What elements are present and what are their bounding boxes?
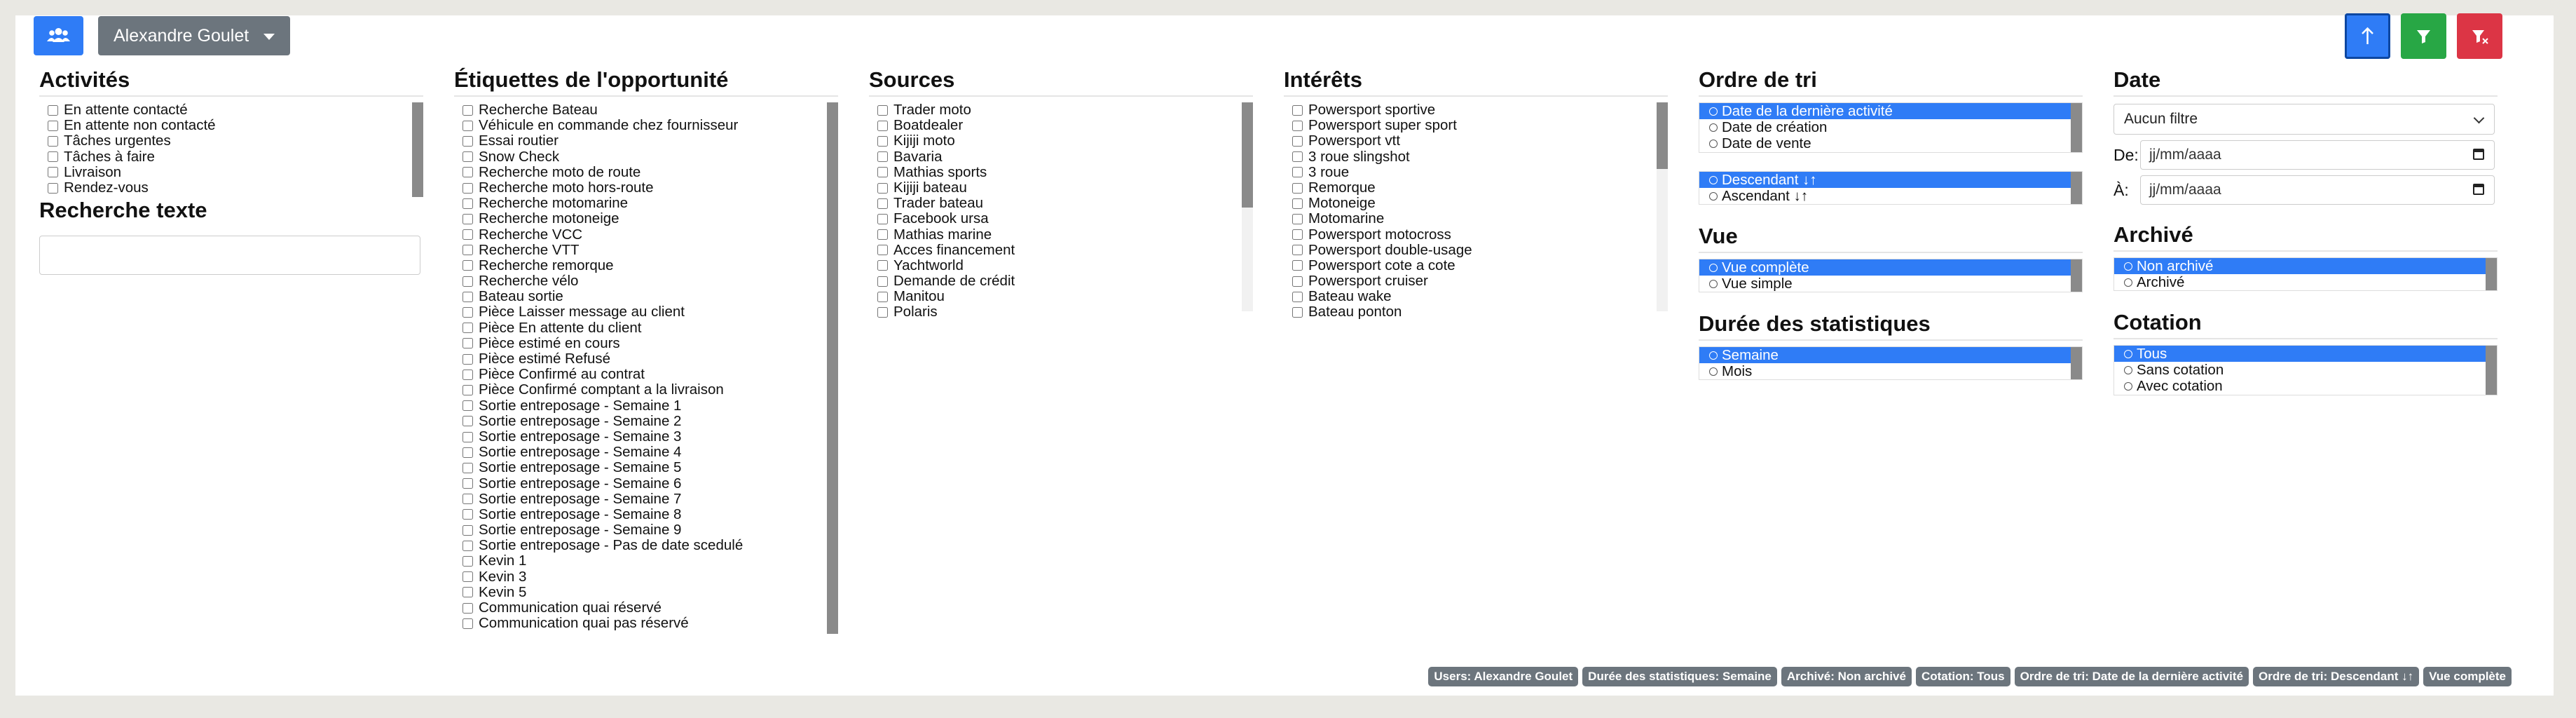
opportunity-tag-checkbox[interactable] (463, 587, 473, 597)
interest-checkbox[interactable] (1292, 292, 1303, 302)
view-select[interactable] (1699, 259, 2083, 292)
interest-label: 3 roue (1308, 163, 1350, 180)
interest-checkbox[interactable] (1292, 167, 1303, 177)
users-button[interactable] (34, 16, 83, 55)
source-checkbox[interactable] (877, 214, 888, 224)
interest-label: Powersport cruiser (1308, 273, 1428, 290)
interest-checkbox[interactable] (1292, 307, 1303, 318)
source-checkbox[interactable] (877, 260, 888, 271)
interest-item[interactable] (1284, 165, 1668, 180)
opportunity-tag-item[interactable] (454, 367, 838, 382)
activities-scrollbar[interactable] (412, 102, 423, 197)
stats-duration-title: Durée des statistiques (1699, 311, 2083, 341)
source-item[interactable] (869, 165, 1253, 180)
activity-item[interactable] (39, 133, 423, 149)
opportunity-tag-checkbox[interactable] (463, 307, 473, 318)
archived-title: Archivé (2113, 222, 2498, 252)
source-item[interactable] (869, 273, 1253, 289)
source-item[interactable] (869, 133, 1253, 149)
opportunity-tag-checkbox[interactable] (463, 541, 473, 551)
calendar-icon[interactable] (2473, 184, 2484, 195)
opportunity-tag-item[interactable] (454, 102, 838, 118)
opportunity-tag-item[interactable] (454, 553, 838, 569)
sort-direction-scrollbar[interactable] (2071, 172, 2082, 204)
calendar-icon[interactable] (2473, 149, 2484, 160)
archived-scrollbar[interactable] (2486, 258, 2497, 290)
interest-checkbox[interactable] (1292, 245, 1303, 255)
source-label: Demande de crédit (893, 273, 1015, 290)
opportunity-tag-label: Pièce Confirmé comptant a la livraison (479, 381, 724, 398)
activity-label: En attente non contacté (64, 117, 216, 134)
opportunity-tag-item[interactable] (454, 429, 838, 445)
activity-item[interactable] (39, 165, 423, 180)
interest-checkbox[interactable] (1292, 136, 1303, 147)
activity-label: Livraison (64, 163, 122, 180)
activity-item[interactable] (39, 180, 423, 196)
quotation-option[interactable]: Tous (2114, 346, 2497, 362)
source-checkbox[interactable] (877, 245, 888, 255)
opportunity-tag-label: Sortie entreposage - Semaine 6 (479, 475, 682, 492)
opportunity-tags-column (454, 67, 838, 634)
opportunity-tag-label: Sortie entreposage - Semaine 1 (479, 397, 682, 414)
interest-checkbox[interactable] (1292, 151, 1303, 162)
opportunity-tag-item[interactable] (454, 320, 838, 336)
opportunity-tag-label: Sortie entreposage - Semaine 8 (479, 506, 682, 522)
sort-field-option[interactable]: Date de création (1699, 119, 2082, 135)
activity-item[interactable] (39, 149, 423, 165)
date-to-input[interactable]: jj/mm/aaaa (2140, 175, 2495, 205)
opportunity-tag-checkbox[interactable] (463, 385, 473, 395)
source-label: Mathias sports (893, 163, 987, 180)
interest-item[interactable] (1284, 196, 1668, 211)
archived-option[interactable]: Non archivé (2114, 258, 2497, 274)
interest-label: Bateau ponton (1308, 304, 1402, 320)
date-filter-select[interactable] (2113, 104, 2495, 135)
filter-badge[interactable]: Durée des statistiques: Semaine (1582, 667, 1777, 686)
opportunity-tag-item[interactable] (454, 243, 838, 258)
opportunity-tag-item[interactable] (454, 165, 838, 180)
source-checkbox[interactable] (877, 167, 888, 177)
interest-checkbox[interactable] (1292, 260, 1303, 271)
source-item[interactable] (869, 304, 1253, 320)
opportunity-tag-item[interactable] (454, 476, 838, 492)
quotation-title: Cotation (2113, 309, 2498, 339)
source-label: Kijiji bateau (893, 179, 967, 196)
sort-field-select[interactable] (1699, 102, 2083, 153)
date-from-label: De: (2113, 145, 2139, 164)
text-search-input[interactable] (39, 236, 420, 275)
opportunity-tag-checkbox[interactable] (463, 603, 473, 614)
sort-field-option[interactable]: Date de vente (1699, 135, 2082, 151)
opportunity-tag-checkbox[interactable] (463, 198, 473, 209)
opportunity-tag-checkbox[interactable] (463, 525, 473, 536)
opportunity-tag-item[interactable] (454, 149, 838, 165)
opportunity-tag-checkbox[interactable] (463, 338, 473, 348)
source-checkbox[interactable] (877, 292, 888, 302)
quotation-select[interactable] (2113, 345, 2498, 395)
interest-label: Powersport double-usage (1308, 241, 1472, 258)
archived-option[interactable]: Archivé (2114, 274, 2497, 290)
interest-label: Powersport vtt (1308, 133, 1401, 149)
opportunity-tag-checkbox[interactable] (463, 214, 473, 224)
interest-item[interactable] (1284, 180, 1668, 196)
opportunity-tag-checkbox[interactable] (463, 571, 473, 582)
filter-badge[interactable]: Ordre de tri: Date de la dernière activité (2015, 667, 2249, 686)
chevron-down-icon (2474, 113, 2485, 124)
opportunity-tag-checkbox[interactable] (463, 276, 473, 287)
opportunity-tag-checkbox[interactable] (463, 292, 473, 302)
date-from-input[interactable]: jj/mm/aaaa (2140, 140, 2495, 170)
interest-checkbox[interactable] (1292, 183, 1303, 194)
opportunity-tag-label: Sortie entreposage - Semaine 2 (479, 412, 682, 429)
opportunity-tag-item[interactable] (454, 258, 838, 273)
opportunity-tag-label: Recherche Bateau (479, 102, 598, 118)
opportunity-tag-label: Recherche motomarine (479, 195, 629, 212)
opportunity-tag-item[interactable] (454, 304, 838, 320)
quotation-scrollbar[interactable] (2486, 346, 2497, 395)
interest-item[interactable] (1284, 243, 1668, 258)
activity-checkbox[interactable] (48, 121, 58, 131)
opportunity-tag-checkbox[interactable] (463, 478, 473, 489)
quotation-option[interactable]: Avec cotation (2114, 378, 2497, 394)
sort-up-button[interactable] (2345, 13, 2390, 59)
interest-label: Powersport super sport (1308, 117, 1457, 134)
interest-item[interactable] (1284, 211, 1668, 226)
opportunity-tag-label: Pièce En attente du client (479, 319, 642, 336)
opportunity-tags-scrollbar[interactable] (827, 102, 838, 634)
opportunity-tag-label: Sortie entreposage - Semaine 9 (479, 522, 682, 538)
filter-clear-icon (2457, 13, 2502, 59)
opportunity-tag-item[interactable] (454, 351, 838, 367)
opportunity-tag-label: Communication quai pas réservé (479, 615, 689, 632)
interest-item[interactable] (1284, 102, 1668, 118)
user-select-dropdown[interactable] (98, 16, 290, 55)
opportunity-tag-label: Pièce estimé en cours (479, 334, 620, 351)
filter-badge[interactable]: Ordre de tri: Descendant ↓↑ (2253, 667, 2419, 686)
activities-column (39, 67, 423, 275)
opportunity-tag-checkbox[interactable] (463, 509, 473, 520)
interest-item[interactable] (1284, 304, 1668, 320)
filter-badge[interactable]: Vue complète (2423, 667, 2512, 686)
opportunity-tag-checkbox[interactable] (463, 245, 473, 255)
opportunity-tag-label: Recherche motoneige (479, 210, 619, 227)
opportunity-tag-label: Recherche moto hors-route (479, 179, 654, 196)
opportunity-tag-label: Recherche vélo (479, 273, 579, 290)
sources-title: Sources (869, 67, 1253, 97)
source-label: Yachtworld (893, 257, 964, 273)
sort-column (1699, 67, 2083, 380)
active-filters (1428, 667, 2512, 686)
activity-label: En attente contacté (64, 102, 188, 118)
source-label: Kijiji moto (893, 133, 955, 149)
source-item[interactable] (869, 289, 1253, 304)
opportunity-tag-label: Kevin 3 (479, 568, 527, 585)
opportunity-tag-label: Kevin 5 (479, 583, 527, 600)
activity-item[interactable] (39, 102, 423, 118)
filter-icon (2401, 13, 2446, 59)
opportunity-tag-item[interactable] (454, 196, 838, 211)
activity-checkbox[interactable] (48, 183, 58, 194)
interest-label: Powersport cote a cote (1308, 257, 1455, 273)
sources-scrollbar[interactable] (1242, 102, 1253, 311)
filter-badge[interactable]: Archivé: Non archivé (1781, 667, 1912, 686)
opportunity-tag-checkbox[interactable] (463, 354, 473, 365)
sort-field-option[interactable]: Date de la dernière activité (1699, 103, 2082, 119)
opportunity-tag-item[interactable] (454, 398, 838, 414)
source-item[interactable] (869, 227, 1253, 243)
opportunity-tag-checkbox[interactable] (463, 136, 473, 147)
quotation-option[interactable]: Sans cotation (2114, 362, 2497, 378)
view-option[interactable]: Vue complète (1699, 259, 2082, 276)
source-item[interactable] (869, 211, 1253, 226)
sort-direction-option[interactable]: Descendant ↓↑ (1699, 172, 2082, 188)
opportunity-tag-label: Sortie entreposage - Semaine 5 (479, 459, 682, 476)
interest-checkbox[interactable] (1292, 105, 1303, 116)
opportunity-tag-item[interactable] (454, 414, 838, 429)
opportunity-tag-item[interactable] (454, 585, 838, 600)
opportunity-tag-label: Recherche VTT (479, 241, 580, 258)
opportunity-tag-label: Sortie entreposage - Pas de date scedulé (479, 537, 744, 554)
interest-label: Motomarine (1308, 210, 1385, 227)
activity-checkbox[interactable] (48, 151, 58, 162)
date-to-label: À: (2113, 180, 2129, 199)
opportunity-tag-label: Snow Check (479, 148, 560, 165)
interest-label: 3 roue slingshot (1308, 148, 1410, 165)
source-item[interactable] (869, 180, 1253, 196)
opportunity-tag-item[interactable] (454, 382, 838, 398)
interests-list[interactable] (1284, 102, 1668, 320)
source-item[interactable] (869, 149, 1253, 165)
interest-checkbox[interactable] (1292, 121, 1303, 131)
opportunity-tags-list[interactable] (454, 102, 838, 634)
opportunity-tag-label: Recherche remorque (479, 257, 614, 273)
opportunity-tag-item[interactable] (454, 227, 838, 243)
interest-item[interactable] (1284, 133, 1668, 149)
source-item[interactable] (869, 102, 1253, 118)
interest-checkbox[interactable] (1292, 198, 1303, 209)
source-checkbox[interactable] (877, 229, 888, 240)
source-item[interactable] (869, 258, 1253, 273)
interest-label: Motoneige (1308, 195, 1376, 212)
interest-item[interactable] (1284, 273, 1668, 289)
opportunity-tag-checkbox[interactable] (463, 105, 473, 116)
sort-direction-option[interactable]: Ascendant ↓↑ (1699, 188, 2082, 204)
opportunity-tag-item[interactable] (454, 507, 838, 522)
source-label: Facebook ursa (893, 210, 989, 227)
source-checkbox[interactable] (877, 276, 888, 287)
opportunity-tag-label: Recherche moto de route (479, 163, 641, 180)
opportunity-tag-label: Essai routier (479, 133, 559, 149)
opportunity-tag-checkbox[interactable] (463, 556, 473, 567)
opportunity-tag-checkbox[interactable] (463, 167, 473, 177)
opportunity-tag-label: Sortie entreposage - Semaine 7 (479, 490, 682, 507)
apply-filter-button[interactable] (2401, 13, 2446, 59)
source-item[interactable] (869, 196, 1253, 211)
view-title: Vue (1699, 223, 2083, 253)
opportunity-tag-item[interactable] (454, 273, 838, 289)
opportunity-tag-label: Kevin 1 (479, 553, 527, 569)
interest-item[interactable] (1284, 258, 1668, 273)
source-label: Acces financement (893, 241, 1015, 258)
interest-checkbox[interactable] (1292, 214, 1303, 224)
interest-checkbox[interactable] (1292, 276, 1303, 287)
filter-badge[interactable]: Cotation: Tous (1916, 667, 2010, 686)
stats-duration-option[interactable]: Mois (1699, 363, 2082, 379)
opportunity-tag-item[interactable] (454, 569, 838, 585)
date-filter-value: Aucun filtre (2124, 111, 2198, 127)
source-checkbox[interactable] (877, 121, 888, 131)
opportunity-tag-item[interactable] (454, 133, 838, 149)
source-item[interactable] (869, 243, 1253, 258)
activity-checkbox[interactable] (48, 105, 58, 116)
interest-checkbox[interactable] (1292, 229, 1303, 240)
source-label: Trader moto (893, 102, 971, 118)
source-label: Bavaria (893, 148, 943, 165)
opportunity-tag-label: Véhicule en commande chez fournisseur (479, 117, 739, 134)
opportunity-tag-checkbox[interactable] (463, 323, 473, 333)
view-scrollbar[interactable] (2071, 259, 2082, 292)
source-checkbox[interactable] (877, 183, 888, 194)
clear-filter-button[interactable] (2457, 13, 2502, 59)
source-label: Boatdealer (893, 117, 964, 134)
opportunity-tag-item[interactable] (454, 600, 838, 616)
activity-checkbox[interactable] (48, 167, 58, 177)
sources-list[interactable] (869, 102, 1253, 320)
date-to-row (2113, 175, 2498, 205)
caret-down-icon (263, 34, 275, 40)
source-label: Trader bateau (893, 195, 984, 212)
opportunity-tag-item[interactable] (454, 118, 838, 133)
interests-column (1284, 67, 1668, 320)
opportunity-tag-label: Pièce estimé Refusé (479, 351, 611, 367)
opportunity-tag-checkbox[interactable] (463, 229, 473, 240)
opportunity-tag-item[interactable] (454, 180, 838, 196)
source-checkbox[interactable] (877, 136, 888, 147)
interest-item[interactable] (1284, 118, 1668, 133)
opportunity-tag-checkbox[interactable] (463, 370, 473, 380)
interest-item[interactable] (1284, 149, 1668, 165)
opportunity-tag-checkbox[interactable] (463, 447, 473, 458)
filter-badge[interactable]: Users: Alexandre Goulet (1428, 667, 1578, 686)
opportunity-tag-item[interactable] (454, 289, 838, 304)
opportunity-tag-checkbox[interactable] (463, 416, 473, 426)
interest-item[interactable] (1284, 227, 1668, 243)
text-search-title: Recherche texte (39, 198, 207, 222)
opportunity-tag-checkbox[interactable] (463, 494, 473, 504)
opportunity-tag-label: Sortie entreposage - Semaine 4 (479, 444, 682, 461)
users-icon (34, 16, 83, 55)
interests-title: Intérêts (1284, 67, 1668, 97)
source-label: Polaris (893, 304, 938, 320)
opportunity-tag-item[interactable] (454, 538, 838, 553)
date-from-row (2113, 140, 2498, 170)
date-title: Date (2113, 67, 2498, 97)
opportunity-tags-title: Étiquettes de l'opportunité (454, 67, 838, 97)
view-option[interactable]: Vue simple (1699, 276, 2082, 292)
source-checkbox[interactable] (877, 198, 888, 209)
opportunity-tag-checkbox[interactable] (463, 432, 473, 442)
sort-order-title: Ordre de tri (1699, 67, 2083, 97)
opportunity-tag-item[interactable] (454, 492, 838, 507)
source-checkbox[interactable] (877, 151, 888, 162)
interest-item[interactable] (1284, 289, 1668, 304)
opportunity-tag-label: Recherche VCC (479, 226, 583, 243)
sources-column (869, 67, 1253, 320)
opportunity-tag-checkbox[interactable] (463, 183, 473, 194)
opportunity-tag-item[interactable] (454, 445, 838, 460)
source-item[interactable] (869, 118, 1253, 133)
activity-label: Tâches urgentes (64, 133, 171, 149)
sort-direction-select[interactable] (1699, 171, 2083, 205)
source-checkbox[interactable] (877, 307, 888, 318)
activity-label: Rendez-vous (64, 179, 149, 196)
opportunity-tag-label: Pièce Laisser message au client (479, 304, 685, 320)
opportunity-tag-checkbox[interactable] (463, 618, 473, 629)
opportunity-tag-item[interactable] (454, 522, 838, 538)
activities-list[interactable] (39, 102, 423, 197)
opportunity-tag-checkbox[interactable] (463, 121, 473, 131)
opportunity-tag-item[interactable] (454, 616, 838, 631)
sort-field-scrollbar[interactable] (2071, 103, 2082, 152)
source-label: Mathias marine (893, 226, 992, 243)
arrow-up-icon (2345, 13, 2390, 59)
interest-label: Powersport motocross (1308, 226, 1451, 243)
opportunity-tag-item[interactable] (454, 460, 838, 475)
opportunity-tag-item[interactable] (454, 336, 838, 351)
interest-label: Remorque (1308, 179, 1376, 196)
activity-checkbox[interactable] (48, 136, 58, 147)
opportunity-tag-label: Pièce Confirmé au contrat (479, 366, 645, 383)
interest-label: Powersport sportive (1308, 102, 1436, 118)
opportunity-tag-label: Communication quai réservé (479, 600, 662, 616)
user-select-label: Alexandre Goulet (114, 26, 249, 46)
stats-duration-option[interactable]: Semaine (1699, 347, 2082, 363)
source-label: Manitou (893, 288, 945, 305)
activity-label: Tâches à faire (64, 148, 155, 165)
opportunity-tag-checkbox[interactable] (463, 260, 473, 271)
opportunity-tag-item[interactable] (454, 211, 838, 226)
activities-title: Activités (39, 67, 423, 97)
activity-item[interactable] (39, 118, 423, 133)
interest-label: Bateau wake (1308, 288, 1392, 305)
interests-scrollbar[interactable] (1657, 102, 1668, 311)
opportunity-tag-checkbox[interactable] (463, 151, 473, 162)
opportunity-tag-label: Sortie entreposage - Semaine 3 (479, 428, 682, 445)
opportunity-tag-label: Bateau sortie (479, 288, 563, 305)
archived-select[interactable] (2113, 257, 2498, 291)
opportunity-tag-checkbox[interactable] (463, 463, 473, 473)
source-checkbox[interactable] (877, 105, 888, 116)
stats-duration-select[interactable] (1699, 346, 2083, 380)
stats-duration-scrollbar[interactable] (2071, 347, 2082, 379)
date-column (2113, 67, 2498, 395)
opportunity-tag-checkbox[interactable] (463, 400, 473, 411)
